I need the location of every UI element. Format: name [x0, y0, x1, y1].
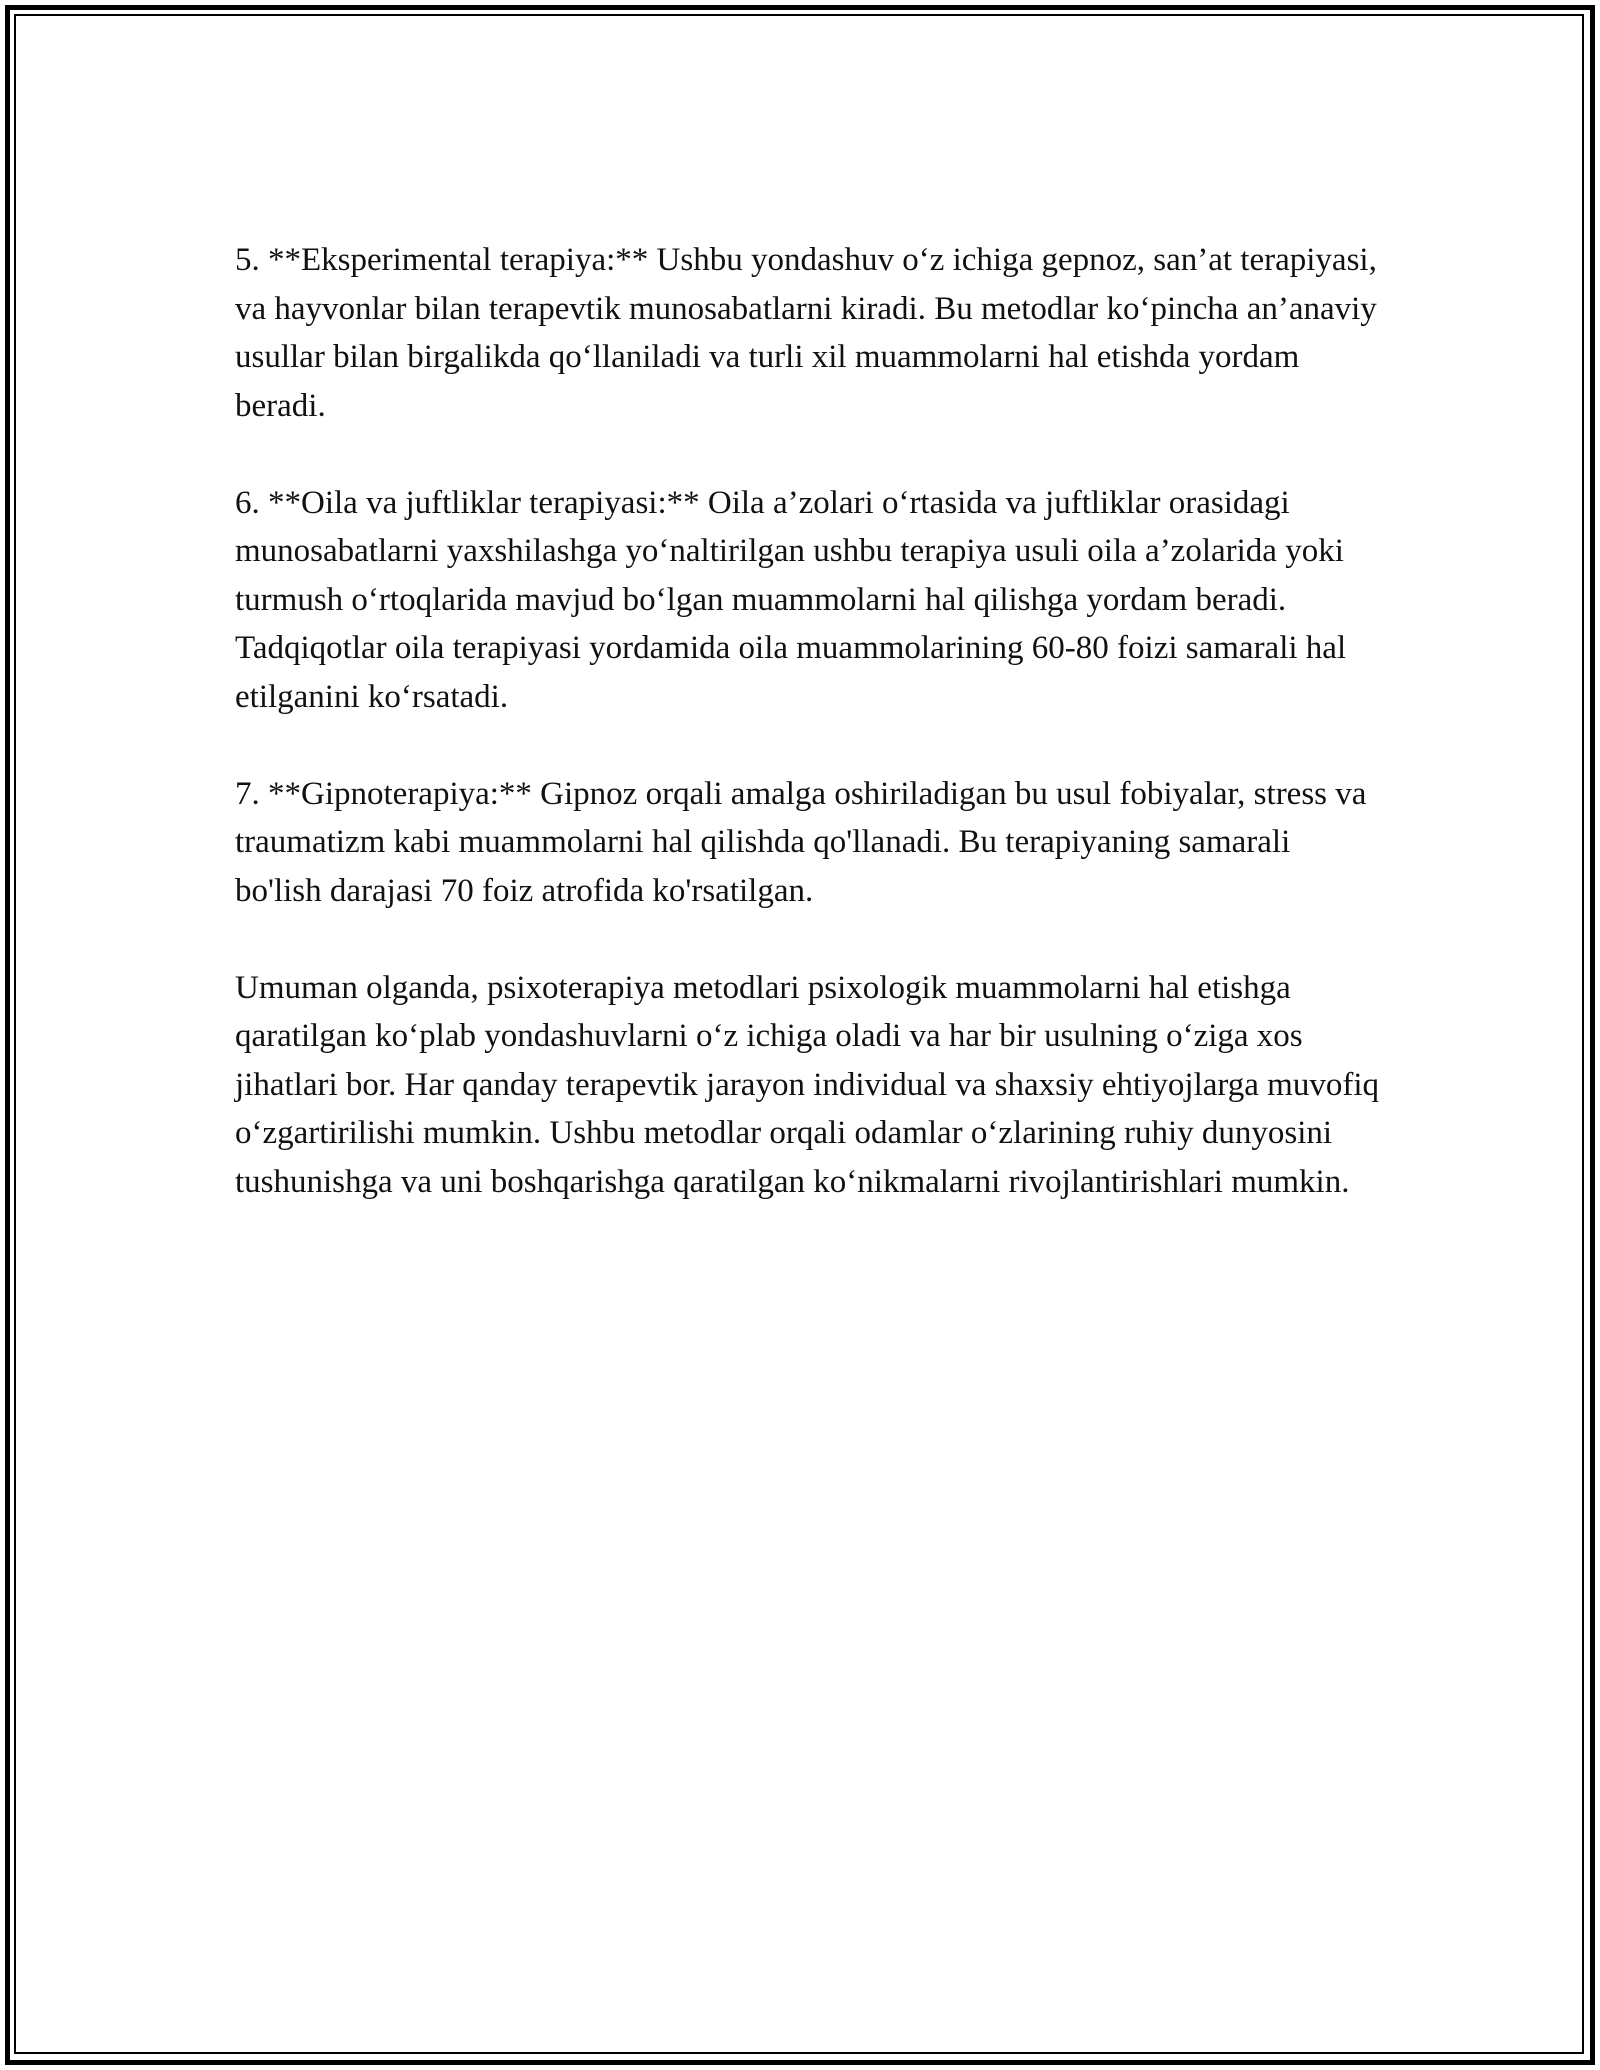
paragraph-family-therapy: 6. **Oila va juftliklar terapiyasi:** Oila a’zolari o‘rtasida va juftliklar orasidagi munosabatlarni yaxshilashga yo‘naltirilgan ushbu terapiya usuli oila a’zolarida yoki turmush o‘rtoqlarida mavjud bo‘lgan muammolarni hal qilishga yordam beradi. Tadqiqotlar oila terapiyasi yordamida oila muammolarining 60-80 foizi samarali hal etilganini ko‘rsatadi.: [235, 484, 1347, 715]
paragraph-conclusion: Umuman olganda, psixoterapiya metodlari psixologik muammolarni hal etishga qaratilgan ko‘plab yondashuvlarni o‘z ichiga oladi va har bir usulning o‘ziga xos jihatlari bor. Har qanday terapevtik jarayon individual va shaxsiy ehtiyojlarga muvofiq o‘zgartirilishi mumkin. Ushbu metodlar orqali odamlar o‘zlarining ruhiy dunyosini tushunishga va uni boshqarishga qaratilgan ko‘nikmalarni rivojlantirishlari mumkin.: [235, 969, 1379, 1200]
paragraph-experimental-therapy: 5. **Eksperimental terapiya:** Ushbu yondashuv o‘z ichiga gepnoz, san’at terapiyasi, va hayvonlar bilan terapevtik munosabatlarni kiradi. Bu metodlar ko‘pincha an’anaviy usullar bilan birgalikda qo‘llaniladi va turli xil muammolarni hal etishda yordam beradi.: [235, 242, 1377, 424]
paragraph-hypnotherapy: 7. **Gipnoterapiya:** Gipnoz orqali amalga oshiriladigan bu usul fobiyalar, stress va traumatizm kabi muammolarni hal qilishda qo'llanadi. Bu terapiyaning samarali bo'lish darajasi 70 foiz atrofida ko'rsatilgan.: [235, 775, 1367, 909]
document-body: [235, 236, 1385, 1206]
